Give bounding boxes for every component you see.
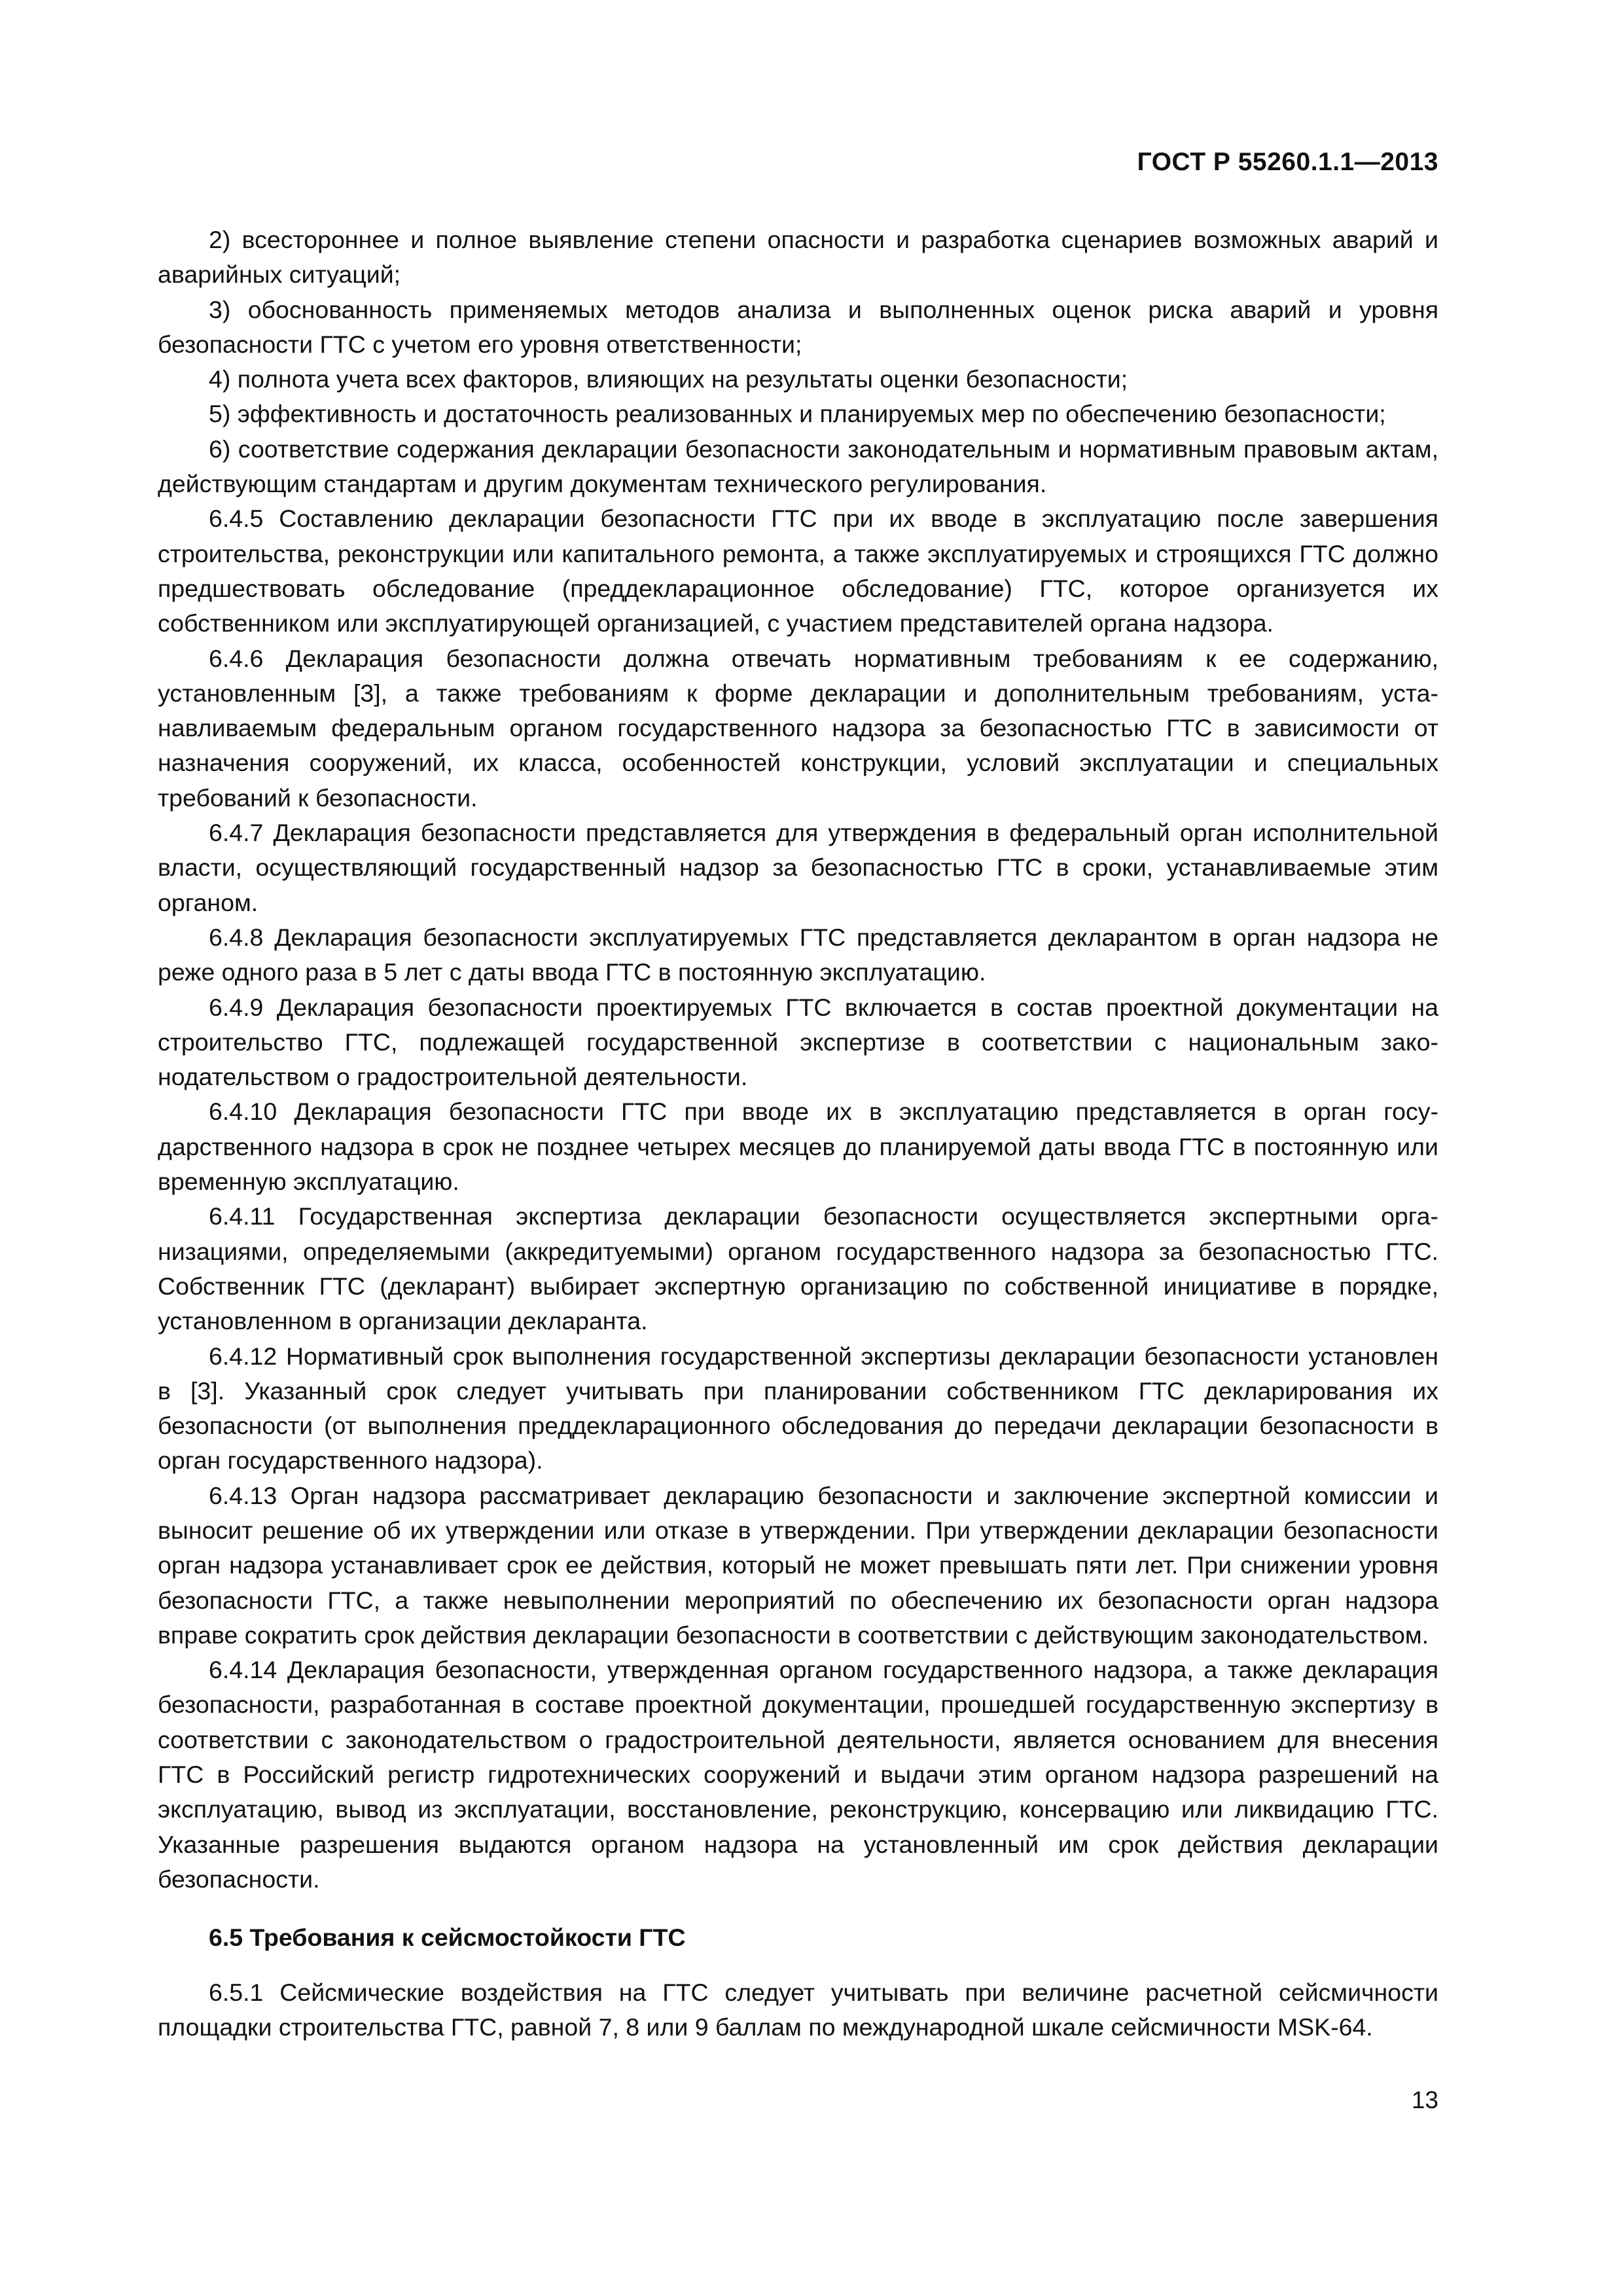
list-item: 2) всестороннее и полное выявление степени опасности и разработка сценариев возможных аварий и аварийных ситуаций; xyxy=(158,226,1438,289)
paragraph-6-4-12: 6.4.12 Нормативный срок выполнения государственной экспертизы декларации безопасности установлен в [3]. Указанный срок следует учитывать при планировании собственником ГТС декларирования их безопасности (от выполнения преддекларационного обследования до передачи декларации безопасности в орган государственного надзора). xyxy=(158,1342,1438,1475)
list-item: 5) эффективность и достаточность реализованных и планируемых мер по обеспечению безопасности; xyxy=(209,400,1386,428)
section-heading-6-5: 6.5 Требования к сейсмостойкости ГТС xyxy=(209,1924,686,1952)
paragraph-6-4-14: 6.4.14 Декларация безопасности, утвержденная органом государственного надзора, а также декларация безопасности, разработанная в составе проектной документации, прошедшей государственную экспертизу в соответствии с законодательством о градостроительной деятельности, является основанием для внесения ГТС в Российский регистр гидротехнических сооружений и выдачи этим органом надзора разрешений на эксплуатацию, вывод из эксплуатации, восстановление, реконструкцию, консервацию или ликвидацию ГТС. Указанные разрешения выдаются органом надзора на установленный им срок действия декларации безопасности. xyxy=(158,1656,1438,1893)
paragraph-6-4-9: 6.4.9 Декларация безопасности проектируемых ГТС включается в состав проектной документации на строительство ГТС, подлежащей государственной экспертизе в соответствии с национальным законодательством о градостроительной деятельности. xyxy=(158,993,1438,1091)
paragraph-6-4-7: 6.4.7 Декларация безопасности представляется для утверждения в федеральный орган исполнительной власти, осуществляющий государственный надзор за безопасностью ГТС в сроки, устанавливаемые этим органом. xyxy=(158,819,1438,916)
paragraph-6-5-1: 6.5.1 Сейсмические воздействия на ГТС следует учитывать при величине расчетной сейсмичности площадки строительства ГТС, равной 7, 8 или 9 баллам по международной шкале сейсмичности MSK-64. xyxy=(158,1978,1438,2041)
paragraph-6-4-11: 6.4.11 Государственная экспертиза декларации безопасности осуществляется экспертными организациями, определяемыми (аккредитуемыми) органом государственного надзора за безопасностью ГТС. Собственник ГТС (декларант) выбирает экспертную организацию по собственной инициативе в порядке, установленном в организации декларанта. xyxy=(158,1202,1438,1335)
paragraph-6-4-13: 6.4.13 Орган надзора рассматривает декларацию безопасности и заключение экспертной комиссии и выносит решение об их утверждении или отказе в утверждении. При утверждении декларации безопасности орган надзора устанавливает срок ее действия, который не может превышать пяти лет. При снижении уровня безопасности ГТС, а также невыполнении мероприятий по обеспечению их безопасности орган надзора вправе сократить срок действия декларации безопасности в соответствии с действующим законодательством. xyxy=(158,1481,1438,1649)
paragraph-6-4-6: 6.4.6 Декларация безопасности должна отвечать нормативным требованиям к ее содержанию, установленным [3], а также требованиям к форме декларации и дополнительным требованиям, устанавливаемым федеральным органом государственного надзора за безопасностью ГТС в зависимости от назначения сооружений, их класса, особенностей конструкции, условий эксплуатации и специальных требований к безопасности. xyxy=(158,644,1438,812)
document-body xyxy=(158,223,1438,2045)
paragraph-6-4-8: 6.4.8 Декларация безопасности эксплуатируемых ГТС представляется декларантом в орган надзора не реже одного раза в 5 лет с даты ввода ГТС в постоянную эксплуатацию. xyxy=(158,923,1438,986)
document-standard-id: ГОСТ Р 55260.1.1—2013 xyxy=(1137,148,1438,176)
list-item: 3) обоснованность применяемых методов анализа и выполненных оценок риска аварий и уровня безопасности ГТС с учетом его уровня ответственности; xyxy=(158,295,1438,358)
list-item: 4) полнота учета всех факторов, влияющих на результаты оценки безопасности; xyxy=(209,365,1128,393)
paragraph-6-4-5: 6.4.5 Составлению декларации безопасности ГТС при их вводе в эксплуатацию после завершения строительства, реконструкции или капитального ремонта, а также эксплуатируемых и строящихся ГТС должно предшествовать обследование (преддекларационное обследование) ГТС, которое организуется их собственником или эксплуатирующей организацией, с участием представителей органа надзора. xyxy=(158,505,1438,637)
page-number: 13 xyxy=(1411,2087,1438,2113)
list-item: 6) соответствие содержания декларации безопасности законодательным и нормативным правовым актам, действующим стандартам и другим документам технического регулирования. xyxy=(158,435,1438,498)
paragraph-6-4-10: 6.4.10 Декларация безопасности ГТС при вводе их в эксплуатацию представляется в орган государственного надзора в срок не позднее четырех месяцев до планируемой даты ввода ГТС в постоянную или временную эксплуатацию. xyxy=(158,1098,1438,1196)
